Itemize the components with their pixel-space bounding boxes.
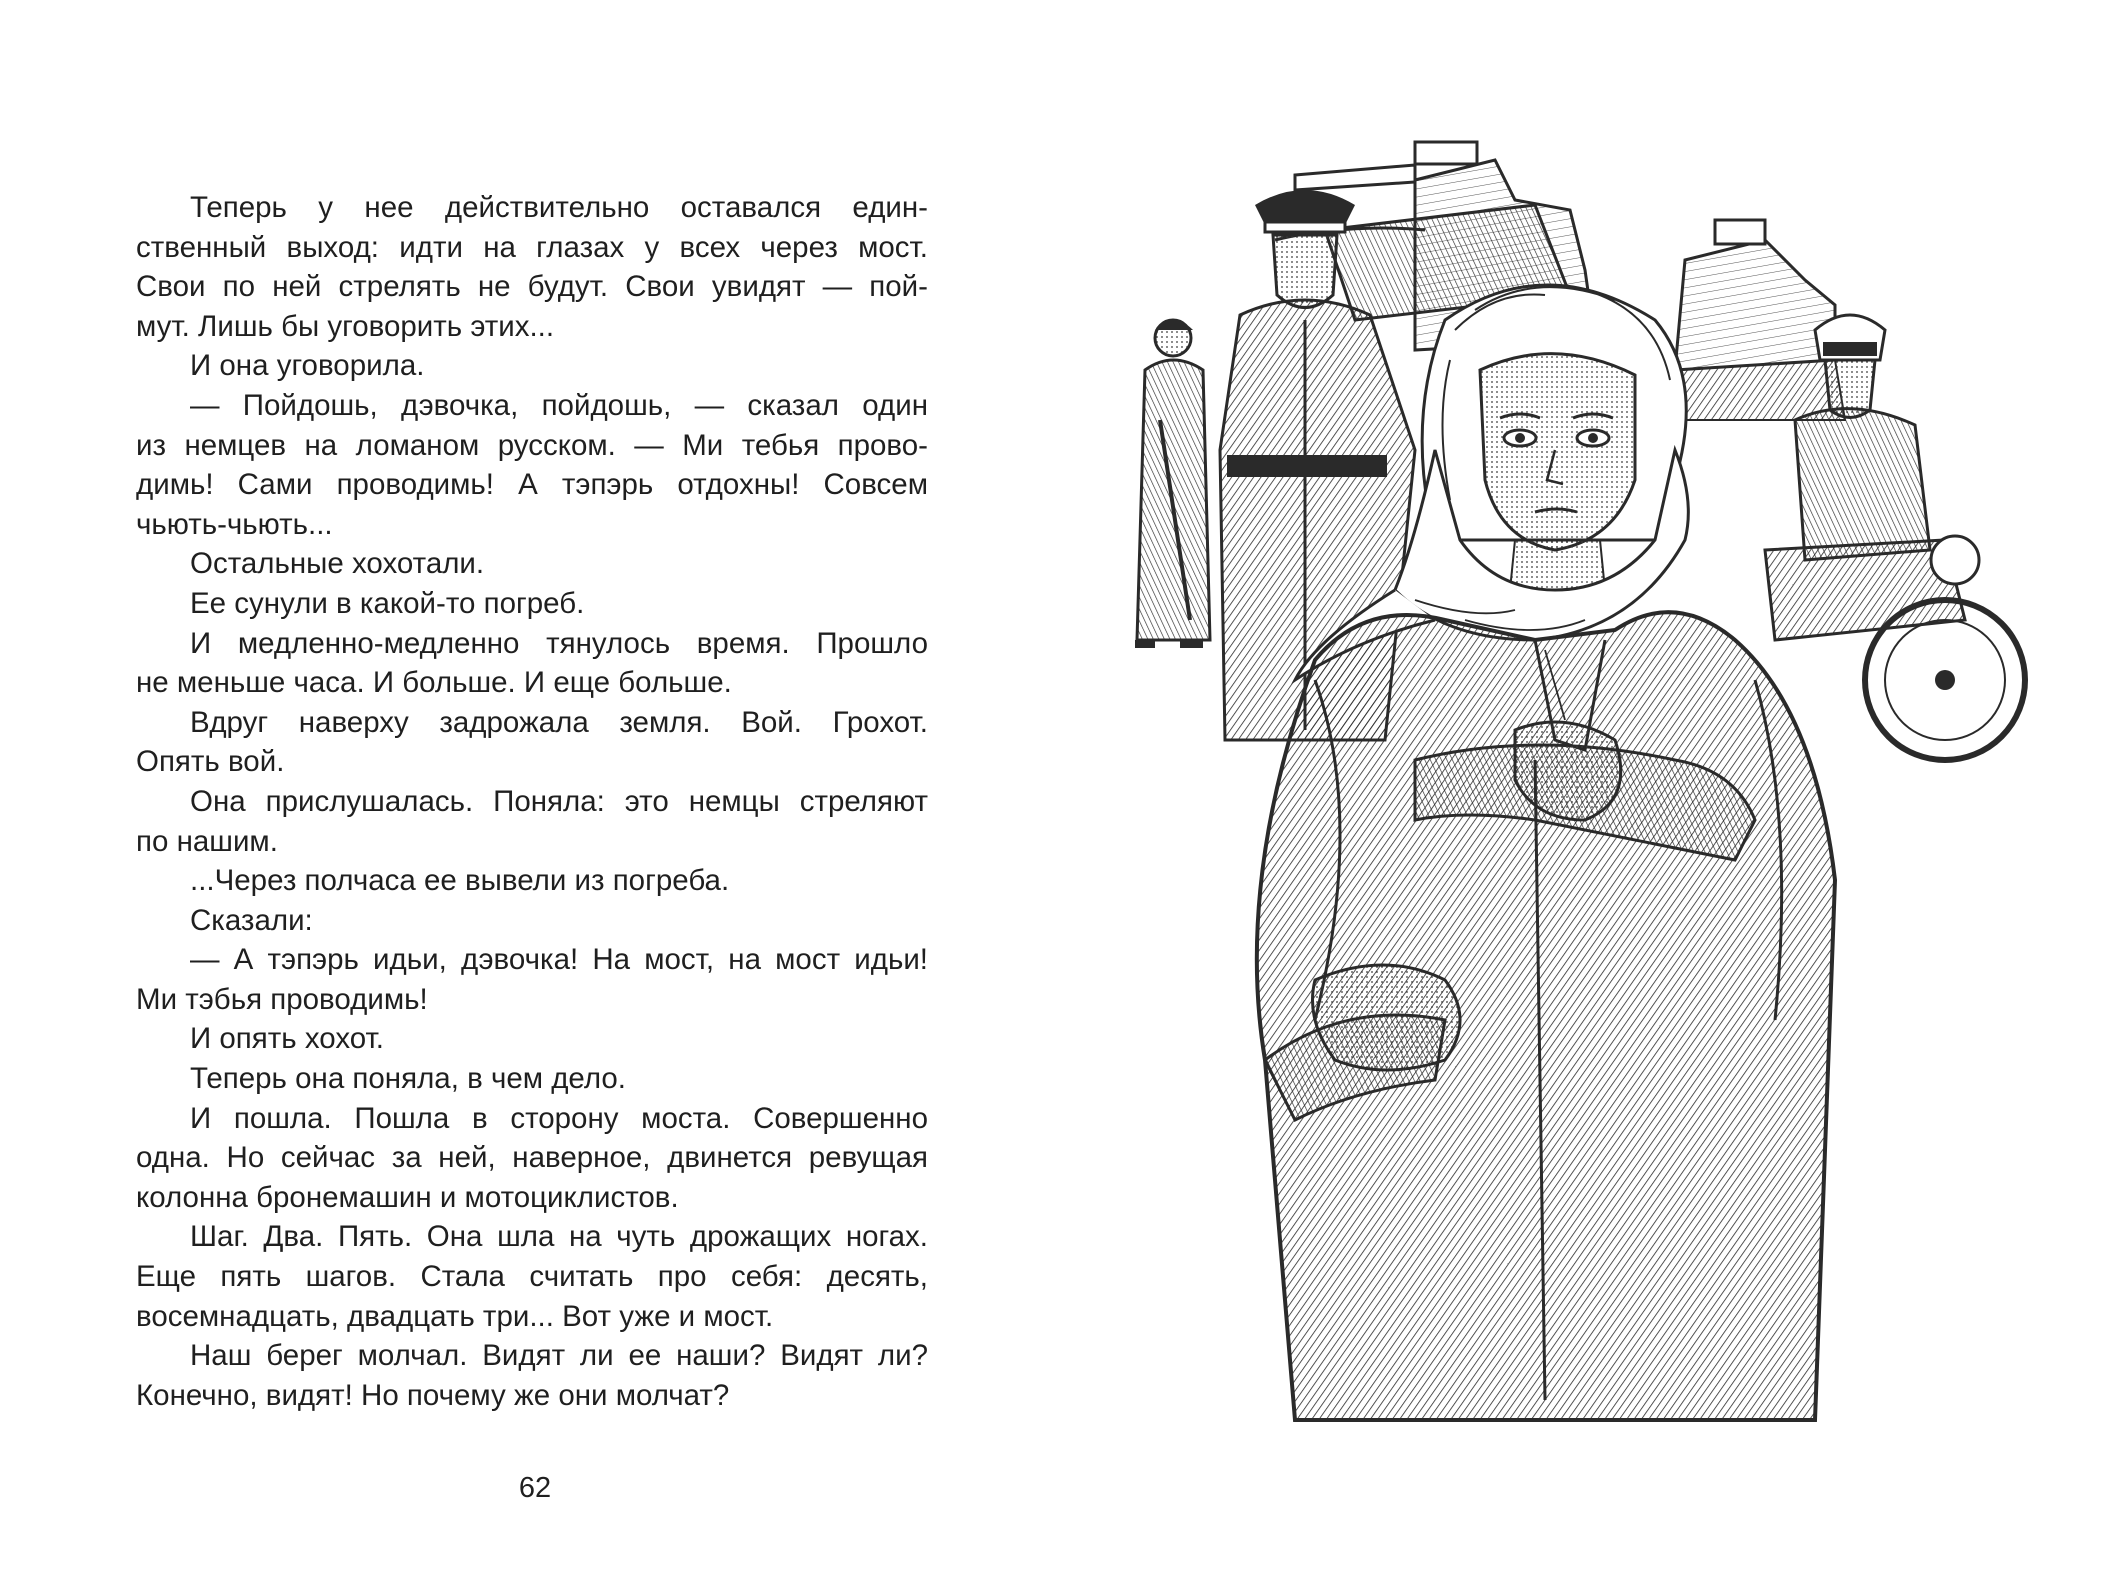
text-line: Шаг. Два. Пять. Она шла на чуть дрожащих ногах. [190, 1220, 928, 1254]
text-line: восемнадцать, двадцать три... Вот уже и мост. [136, 1299, 774, 1333]
text-line: Ми тэбья проводимь! [136, 982, 428, 1016]
body-text [136, 188, 928, 1415]
text-line: чьють-чьють... [136, 507, 333, 541]
text-line: И пошла. Пошла в сторону моста. Совершенно [190, 1101, 928, 1135]
text-line: И медленно-медленно тянулось время. Прошло [190, 626, 928, 660]
text-line: мут. Лишь бы уговорить этих... [136, 309, 555, 343]
illustration [1115, 120, 2055, 1480]
text-line: Вдруг наверху задрожала земля. Вой. Грохот. [190, 705, 928, 739]
text-line: — А тэпэрь идьи, дэвочка! На мост, на мост идьи! [190, 943, 928, 977]
text-line: димь! Сами проводимь! А тэпэрь отдохны! Совсем [136, 468, 928, 502]
text-line: Теперь у нее действительно оставался един- [190, 191, 928, 224]
text-line: ственный выход: идти на глазах у всех через мост. [136, 230, 928, 264]
text-line: колонна бронемашин и мотоциклистов. [136, 1180, 679, 1214]
text-line: И она уговорила. [190, 349, 425, 383]
text-line: из немцев на ломаном русском. — Ми тебья прово- [136, 428, 928, 462]
text-line: Ее сунули в какой-то погреб. [190, 586, 585, 620]
text-line: Опять вой. [136, 745, 285, 779]
illustration-svg [1115, 120, 2055, 1480]
page-number: 62 [518, 1472, 552, 1504]
text-line: по нашим. [136, 824, 278, 858]
text-line: Наш берег молчал. Видят ли ее наши? Видят ли? [190, 1339, 928, 1373]
text-line: Она прислушалась. Поняла: это немцы стреляют [190, 784, 928, 818]
tank-right [1675, 220, 1845, 420]
text-line: Сказали: [190, 903, 313, 937]
text-line: не меньше часа. И больше. И еще больше. [136, 666, 732, 700]
text-line: — Пойдошь, дэвочка, пойдошь, — сказал один [190, 388, 928, 422]
text-line: И опять хохот. [190, 1022, 384, 1056]
soldier-left [1135, 320, 1210, 648]
text-line: одна. Но сейчас за ней, наверное, двинется ревущая [136, 1141, 928, 1175]
text-line: Теперь она поняла, в чем дело. [190, 1062, 626, 1096]
text-line: Остальные хохотали. [190, 547, 485, 581]
text-line: Еще пять шагов. Стала считать про себя: десять, [136, 1260, 928, 1294]
text-line: ...Через полчаса ее вывели из погреба. [190, 864, 730, 898]
text-line: Конечно, видят! Но почему же они молчат? [136, 1378, 730, 1412]
text-line: Свои по ней стрелять не будут. Свои увидят — пой- [136, 270, 928, 304]
